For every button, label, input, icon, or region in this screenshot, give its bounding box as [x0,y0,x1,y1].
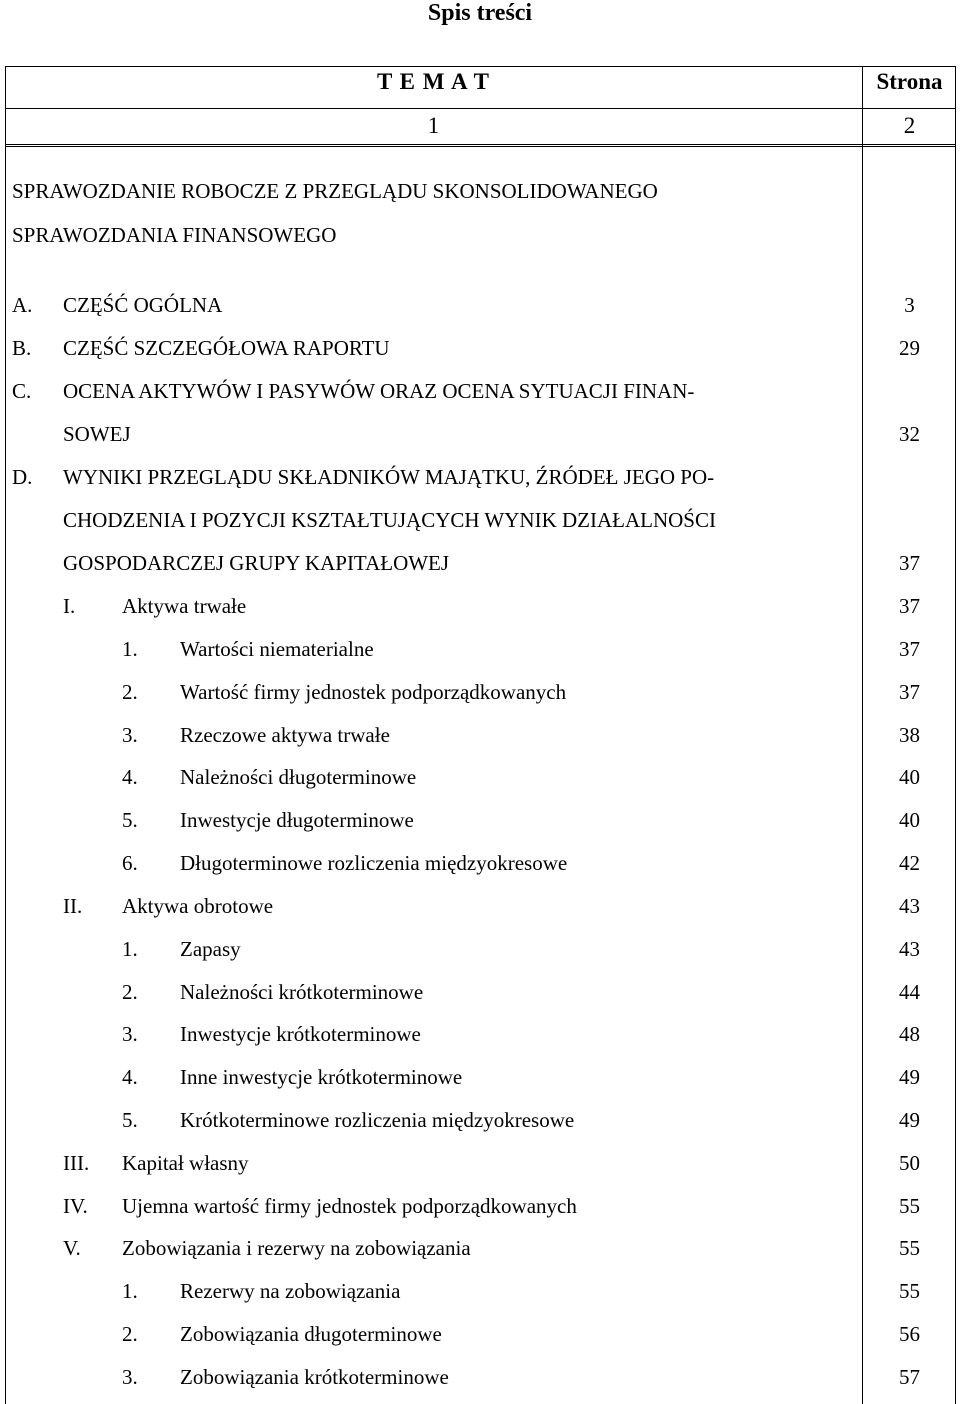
item-number: 5. [122,808,138,832]
toc-page-number: 32 [899,422,920,446]
toc-page-number: 43 [899,894,920,918]
toc-entry-text: Rezerwy na zobowiązania [180,1279,401,1303]
toc-entry-text: Długoterminowe rozliczenia międzyokresowe [180,851,568,875]
column-number-1: 1 [427,113,440,138]
toc-entry-text: OCENA AKTYWÓW I PASYWÓW ORAZ OCENA SYTUACJI FINAN- [63,379,695,403]
item-number: 1. [122,637,138,661]
toc-page-number: 29 [899,336,920,360]
toc-entry-text: Kapitał własny [122,1151,249,1175]
toc-page-number: 55 [899,1236,920,1260]
column-number-2: 2 [903,113,916,138]
section-letter: B. [12,336,32,360]
item-number: 6. [122,851,138,875]
column-header-page: Strona [876,69,943,94]
toc-entry-text: GOSPODARCZEJ GRUPY KAPITAŁOWEJ [63,551,450,575]
toc-page-number: 37 [899,551,920,575]
toc-page-number: 50 [899,1151,920,1175]
toc-page-number: 44 [899,980,920,1004]
toc-entry-text: CHODZENIA I POZYCJI KSZTAŁTUJĄCYCH WYNIK DZIAŁALNOŚCI [63,508,716,532]
toc-entry-text: Inwestycje krótkoterminowe [180,1022,421,1046]
item-number: 1. [122,1279,138,1303]
item-number: 2. [122,1322,138,1346]
toc-entry-text: Zobowiązania długoterminowe [180,1322,442,1346]
toc-entry-text: Aktywa obrotowe [122,894,274,918]
toc-entry-text: Zobowiązania i rezerwy na zobowiązania [122,1236,471,1260]
section-letter: C. [12,379,32,403]
header-divider [5,108,956,109]
toc-entry-text: CZĘŚĆ SZCZEGÓŁOWA RAPORTU [63,336,390,360]
toc-entry-text: Należności długoterminowe [180,765,417,789]
toc-page-number: 55 [899,1279,920,1303]
toc-page-number: 42 [899,851,920,875]
page-title: Spis treści [427,0,533,26]
item-number: 3. [122,723,138,747]
item-number: 1. [122,937,138,961]
toc-page-number: 37 [899,680,920,704]
toc-page-number: 56 [899,1322,920,1346]
toc-entry-text: Zobowiązania krótkoterminowe [180,1365,449,1389]
item-number: 3. [122,1022,138,1046]
toc-entry-text: Ujemna wartość firmy jednostek podporządkowanych [122,1194,577,1218]
section-letter: D. [12,465,33,489]
toc-page-number: 40 [899,808,920,832]
toc-entry-text: CZĘŚĆ OGÓLNA [63,293,223,317]
toc-entry-text: Wartość firmy jednostek podporządkowanych [180,680,567,704]
item-number: 2. [122,680,138,704]
report-heading-line: SPRAWOZDANIE ROBOCZE Z PRZEGLĄDU SKONSOLIDOWANEGO [12,179,658,203]
toc-page-number: 43 [899,937,920,961]
item-number: 2. [122,980,138,1004]
section-roman-numeral: III. [63,1151,90,1175]
toc-entry-text: Inwestycje długoterminowe [180,808,414,832]
header-double-divider [5,144,956,147]
toc-entry-text: Rzeczowe aktywa trwałe [180,723,390,747]
toc-entry-text: Zapasy [180,937,241,961]
toc-page-number: 49 [899,1108,920,1132]
item-number: 5. [122,1108,138,1132]
toc-page-number: 49 [899,1065,920,1089]
toc-entry-text: Krótkoterminowe rozliczenia międzyokresowe [180,1108,575,1132]
item-number: 4. [122,1065,138,1089]
section-roman-numeral: II. [63,894,83,918]
toc-entry-text: Należności krótkoterminowe [180,980,424,1004]
toc-entry-text: WYNIKI PRZEGLĄDU SKŁADNIKÓW MAJĄTKU, ŹRÓDEŁ JEGO PO- [63,465,715,489]
section-roman-numeral: IV. [63,1194,88,1218]
item-number: 3. [122,1365,138,1389]
toc-page-number: 3 [904,293,915,317]
toc-page-number: 40 [899,765,920,789]
section-letter: A. [12,293,33,317]
toc-page-number: 57 [899,1365,920,1389]
toc-page-number: 37 [899,637,920,661]
toc-entry-text: Wartości niematerialne [180,637,374,661]
toc-page-number: 48 [899,1022,920,1046]
toc-page-number: 38 [899,723,920,747]
toc-entry-text: SOWEJ [63,422,131,446]
item-number: 4. [122,765,138,789]
report-heading-line: SPRAWOZDANIA FINANSOWEGO [12,223,337,247]
toc-page-number: 37 [899,594,920,618]
toc-entry-text: Aktywa trwałe [122,594,247,618]
toc-entry-text: Inne inwestycje krótkoterminowe [180,1065,463,1089]
section-roman-numeral: I. [63,594,76,618]
section-roman-numeral: V. [63,1236,81,1260]
toc-page-number: 55 [899,1194,920,1218]
column-header-topic: T E M A T [377,69,490,94]
